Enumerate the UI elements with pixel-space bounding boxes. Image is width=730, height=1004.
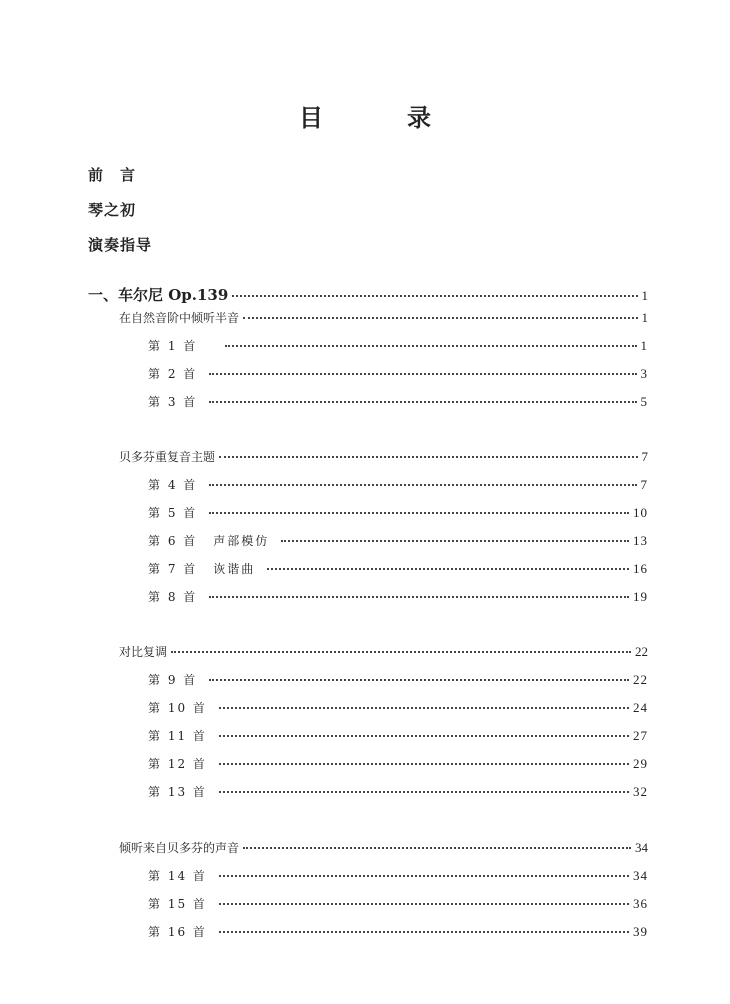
toc-section[interactable] [119,309,648,326]
page-number: 36 [633,896,648,911]
piece-label: 第 5 首 [148,506,198,520]
section-label: 倾听来自贝多芬的声音 [119,841,240,855]
toc-section[interactable] [119,448,648,465]
toc-piece[interactable] [148,727,648,744]
page-number: 7 [641,449,648,464]
page-number: 24 [633,700,648,715]
dot-leader [219,902,629,905]
dot-leader [209,511,629,514]
toc-section[interactable] [119,839,648,856]
piece-label: 第 7 首 [148,562,198,576]
dot-leader [219,874,629,877]
page-number: 29 [633,756,648,771]
dot-leader [209,372,636,375]
dot-leader [219,762,629,765]
dot-leader [219,930,629,933]
dot-leader [243,316,637,319]
section-label: 贝多芬重复音主题 [119,450,216,464]
dot-leader [232,294,637,297]
dot-leader [225,344,636,347]
dot-leader [219,734,629,737]
page-number: 39 [633,924,648,939]
piece-label: 第 12 首 [148,757,207,771]
piece-label: 第 10 首 [148,701,207,715]
piece-label: 第 3 首 [148,395,198,409]
toc-chapter-1[interactable] [88,284,648,305]
page-title: 目 录 [299,104,461,132]
page-number: 1 [640,338,648,353]
dot-leader [219,706,629,709]
toc-piece[interactable] [148,783,648,800]
dot-leader [209,483,636,486]
section-label: 对比复调 [119,645,168,659]
piece-label: 第 6 首 [148,534,198,548]
page-number: 16 [633,561,648,576]
page-number: 34 [635,840,648,855]
page-number: 5 [640,394,648,409]
toc-piece[interactable] [148,923,648,940]
piece-label: 第 8 首 [148,590,198,604]
piece-subtitle: 诙谐曲 [213,562,256,576]
dot-leader [209,400,636,403]
toc-piece[interactable] [148,588,648,605]
page-number: 7 [640,477,648,492]
page-number: 13 [633,533,648,548]
front-matter-preface[interactable]: 前 言 [88,166,137,184]
piece-label: 第 15 首 [148,897,207,911]
page-number: 22 [635,644,648,659]
toc-piece[interactable] [148,393,648,410]
toc-piece[interactable] [148,895,648,912]
dot-leader [267,567,629,570]
page-number: 32 [633,784,648,799]
piece-label: 第 1 首 [148,339,198,353]
piece-label: 第 16 首 [148,925,207,939]
toc-piece[interactable] [148,365,648,382]
piece-subtitle: 声部模仿 [213,534,270,548]
piece-label: 第 11 首 [148,729,207,743]
dot-leader [209,595,629,598]
page-number: 27 [633,728,648,743]
piece-label: 第 2 首 [148,367,198,381]
dot-leader [209,678,629,681]
page-number: 3 [640,366,648,381]
front-matter-performance-guide[interactable]: 演奏指导 [88,236,153,254]
piece-label: 第 4 首 [148,478,198,492]
page-number: 1 [641,310,648,325]
dot-leader [219,790,629,793]
front-matter-qinzhichu[interactable]: 琴之初 [88,201,137,219]
page-number: 10 [633,505,648,520]
piece-label: 第 13 首 [148,785,207,799]
chapter-label: 一、车尔尼 Op.139 [88,286,229,304]
page-number: 34 [633,868,648,883]
piece-label: 第 14 首 [148,869,207,883]
toc-piece[interactable] [148,560,648,577]
toc-piece[interactable] [148,532,648,549]
toc-piece[interactable] [148,476,648,493]
page-number: 19 [633,589,648,604]
toc-piece[interactable] [148,671,648,688]
section-label: 在自然音阶中倾听半音 [119,311,240,325]
piece-label: 第 9 首 [148,673,198,687]
page-number: 22 [633,672,648,687]
dot-leader [281,539,629,542]
toc-piece[interactable] [148,504,648,521]
dot-leader [171,650,631,653]
toc-piece[interactable] [148,699,648,716]
toc-section[interactable] [119,643,648,660]
toc-piece[interactable] [148,337,648,354]
toc-piece[interactable] [148,867,648,884]
dot-leader [243,846,631,849]
page-number: 1 [641,288,648,303]
dot-leader [219,455,637,458]
toc-piece[interactable] [148,755,648,772]
